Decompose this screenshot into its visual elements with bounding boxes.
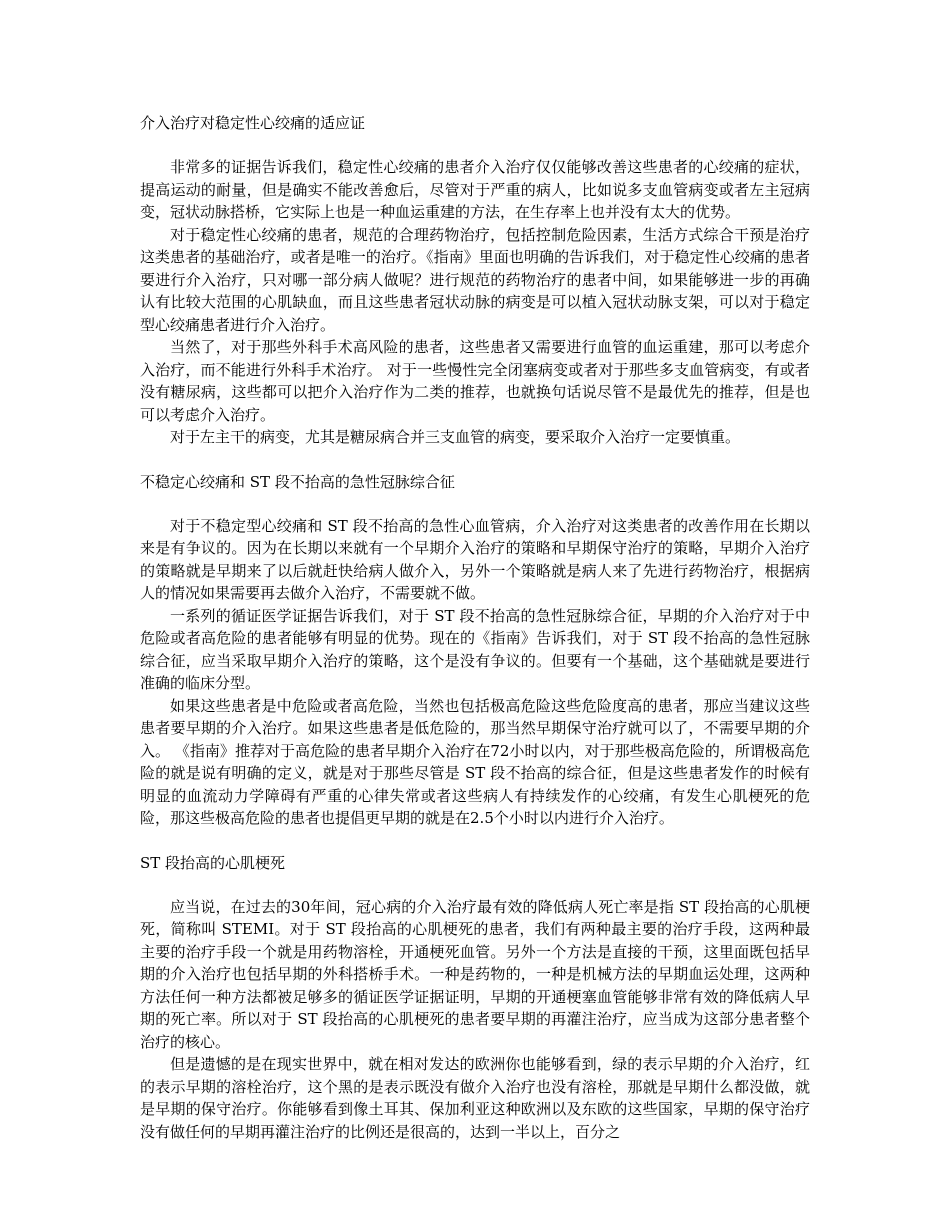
paragraph: 但是遗憾的是在现实世界中，就在相对发达的欧洲你也能够看到，绿的表示早期的介入治疗，红的表示早期的溶栓治疗，这个黑的是表示既没有做介入治疗也没有溶栓，那就是早期什么都没做，就是早期的保守治疗。你能够看到像土耳其、保加利亚这种欧洲以及东欧的这些国家，早期的保守治疗没有做任何的早期再灌注治疗的比例还是很高的，达到一半以上，百分之	[140, 1055, 810, 1141]
section-stemi	[140, 852, 810, 1144]
paragraph: 非常多的证据告诉我们，稳定性心绞痛的患者介入治疗仅仅能够改善这些患者的心绞痛的症状，提高运动的耐量，但是确实不能改善愈后，尽管对于严重的病人，比如说多支血管病变或者左主冠病变，冠状动脉搭桥，它实际上也是一种血运重建的方法，在生存率上也并没有太大的优势。	[140, 158, 810, 221]
section-heading: 介入治疗对稳定性心绞痛的适应证	[140, 114, 366, 132]
paragraph: 对于稳定性心绞痛的患者，规范的合理药物治疗，包括控制危险因素，生活方式综合干预是治疗这类患者的基础治疗，或者是唯一的治疗。《指南》里面也明确的告诉我们，对于稳定性心绞痛的患者要进行介入治疗，只对哪一部分病人做呢？进行规范的药物治疗的患者中间，如果能够进一步的再确认有比较大范围的心肌缺血，而且这些患者冠状动脉的病变是可以植入冠状动脉支架，可以对于稳定型心绞痛患者进行介入治疗。	[140, 225, 810, 334]
section-unstable-angina-nstemi	[140, 471, 810, 830]
document-page	[140, 112, 810, 1143]
section-heading: ST 段抬高的心肌梗死	[140, 853, 286, 872]
paragraph: 对于左主干的病变，尤其是糖尿病合并三支血管的病变，要采取介入治疗一定要慎重。	[170, 428, 741, 446]
paragraph: 一系列的循证医学证据告诉我们，对于 ST 段不抬高的急性冠脉综合征，早期的介入治疗对于中危险或者高危险的患者能够有明显的优势。现在的《指南》告诉我们，对于 ST 段不抬高的急性冠脉综合征，应当采取早期介入治疗的策略，这个是没有争议的。但要有一个基础，这个基础就是要进行准确的临床分型。	[140, 606, 810, 692]
paragraph: 当然了，对于那些外科手术高风险的患者，这些患者又需要进行血管的血运重建，那可以考虑介入治疗，而不能进行外科手术治疗。 对于一些慢性完全闭塞病变或者对于那些多支血管病变，有或者没有糖尿病，这些都可以把介入治疗作为二类的推荐，也就换句话说尽管不是最优先的推荐，但是也可以考虑介入治疗。	[140, 338, 810, 424]
paragraph: 对于不稳定型心绞痛和 ST 段不抬高的急性心血管病，介入治疗对这类患者的改善作用在长期以来是有争议的。因为在长期以来就有一个早期介入治疗的策略和早期保守治疗的策略，早期介入治疗的策略就是早期来了以后就赶快给病人做介入，另外一个策略就是病人来了先进行药物治疗，根据病人的情况如果需要再去做介入治疗，不需要就不做。	[140, 516, 810, 602]
paragraph: 如果这些患者是中危险或者高危险，当然也包括极高危险这些危险度高的患者，那应当建议这些患者要早期的介入治疗。如果这些患者是低危险的，那当然早期保守治疗就可以了，不需要早期的介入。 《指南》推荐对于高危险的患者早期介入治疗在72小时以内，对于那些极高危险的，所谓极高危险的就是说有明确的定义，就是对于那些尽管是 ST 段不抬高的综合征，但是这些患者发作的时候有明显的血流动力学障碍有严重的心律失常或者这些病人有持续发作的心绞痛，有发生心肌梗死的危险，那这些极高危险的患者也提倡更早期的就是在2.5个小时以内进行介入治疗。	[140, 696, 810, 827]
section-heading: 不稳定心绞痛和 ST 段不抬高的急性冠脉综合征	[140, 472, 455, 491]
paragraph: 应当说，在过去的30年间，冠心病的介入治疗最有效的降低病人死亡率是指 ST 段抬高的心肌梗死，简称叫 STEMI。对于 ST 段抬高的心肌梗死的患者，我们有两种最主要的治疗手段，这两种最主要的治疗手段一个就是用药物溶栓，开通梗死血管。另外一个方法是直接的干预，这里面既包括早期的介入治疗也包括早期的外科搭桥手术。一种是药物的，一种是机械方法的早期血运处理，这两种方法任何一种方法都被足够多的循证医学证据证明，早期的开通梗塞血管能够非常有效的降低病人早期的死亡率。所以对于 ST 段抬高的心肌梗死的患者要早期的再灌注治疗，应当成为这部分患者整个治疗的核心。	[140, 897, 810, 1051]
section-stable-angina	[140, 112, 810, 449]
